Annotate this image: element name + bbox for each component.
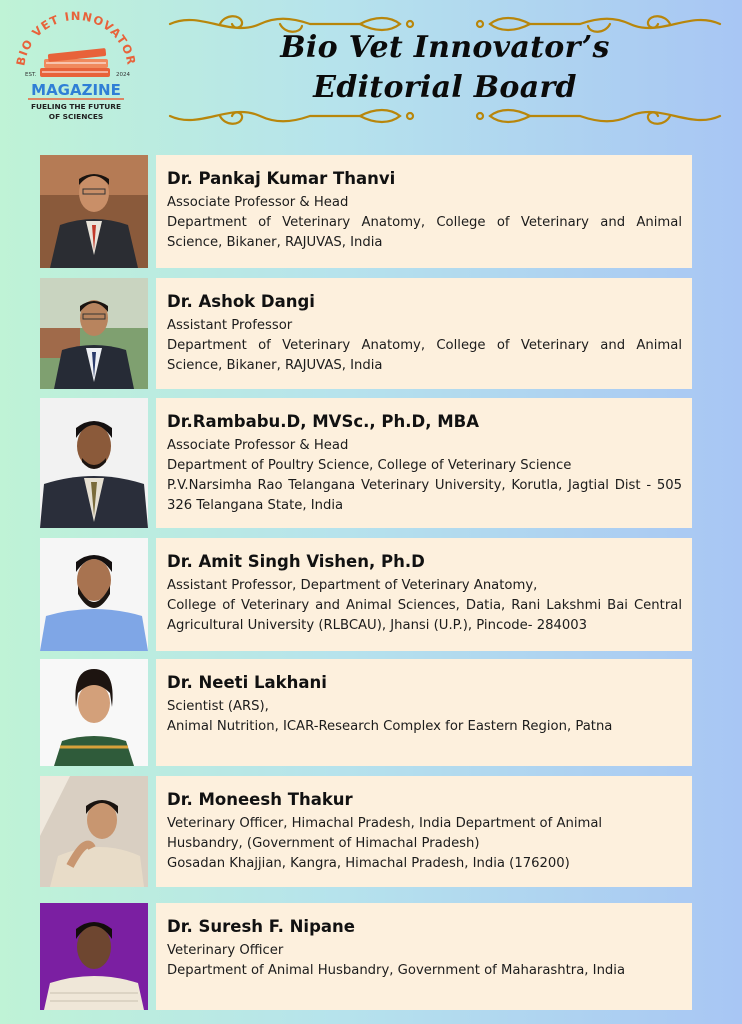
member-photo xyxy=(40,776,148,887)
member-affiliation: Animal Nutrition, ICAR-Research Complex for Eastern Region, Patna xyxy=(167,719,613,734)
page-title-line-2: Editorial Board xyxy=(313,70,577,105)
logo-tagline-2: OF SCIENCES xyxy=(48,112,104,121)
member-info xyxy=(156,776,692,887)
member-role: Assistant Professor xyxy=(167,318,293,333)
member-name: Dr. Neeti Lakhani xyxy=(167,673,327,692)
logo-tagline-1: FUELING THE FUTURE xyxy=(30,102,122,111)
member-affiliation: Department of Veterinary Anatomy, College of Veterinary and Animal Science, Bikaner, RAJUVAS, India xyxy=(167,338,682,373)
member-role: Associate Professor & Head xyxy=(167,195,349,210)
member-name: Dr.Rambabu.D, MVSc., Ph.D, MBA xyxy=(167,412,479,431)
books-icon xyxy=(40,48,110,77)
logo-est: EST. xyxy=(25,72,37,78)
member-affiliation: Department of Veterinary Anatomy, College of Veterinary and Animal Science, Bikaner, RAJUVAS, India xyxy=(167,215,682,250)
member-affiliation: Department of Animal Husbandry, Government of Maharashtra, India xyxy=(167,963,626,978)
logo-year: 2024 xyxy=(116,72,130,78)
logo-magazine-word: MAGAZINE xyxy=(31,81,121,99)
member-info xyxy=(156,398,692,528)
ornament-bottom xyxy=(160,100,730,132)
member-card xyxy=(40,155,692,268)
member-info xyxy=(156,155,692,268)
member-name: Dr. Moneesh Thakur xyxy=(167,790,353,809)
member-name: Dr. Suresh F. Nipane xyxy=(167,917,355,936)
member-name: Dr. Pankaj Kumar Thanvi xyxy=(167,169,396,188)
member-photo xyxy=(40,278,148,389)
logo-arc-text: BIO VET INNOVATOR xyxy=(13,10,139,67)
member-affiliation: College of Veterinary and Animal Sciences, Datia, Rani Lakshmi Bai Central Agricultural University (RLBCAU), Jhansi (U.P.), Pincode- 284003 xyxy=(167,598,682,633)
member-name: Dr. Ashok Dangi xyxy=(167,292,315,311)
member-card xyxy=(40,776,692,887)
member-card xyxy=(40,278,692,389)
member-department: Department of Poultry Science, College of Veterinary Science xyxy=(167,458,572,473)
member-name: Dr. Amit Singh Vishen, Ph.D xyxy=(167,552,425,571)
member-address: Gosadan Khajjian, Kangra, Himachal Pradesh, India (176200) xyxy=(167,856,570,871)
header xyxy=(160,8,740,133)
member-card xyxy=(40,538,692,651)
member-card xyxy=(40,659,692,766)
member-role: Associate Professor & Head xyxy=(167,438,349,453)
member-affiliation: Veterinary Officer, Himachal Pradesh, India Department of Animal Husbandry, (Government of Himachal Pradesh) xyxy=(167,816,603,851)
member-info xyxy=(156,659,692,766)
member-photo xyxy=(40,398,148,528)
magazine-logo xyxy=(12,10,140,128)
member-role: Assistant Professor, Department of Veterinary Anatomy, xyxy=(167,578,538,593)
member-info xyxy=(156,903,692,1010)
member-photo xyxy=(40,659,148,766)
member-info xyxy=(156,538,692,651)
member-photo xyxy=(40,538,148,651)
member-affiliation: P.V.Narsimha Rao Telangana Veterinary University, Korutla, Jagtial Dist - 505 326 Telangana State, India xyxy=(167,478,682,513)
member-card xyxy=(40,903,692,1010)
member-card xyxy=(40,398,692,528)
member-photo xyxy=(40,155,148,268)
member-info xyxy=(156,278,692,389)
member-role: Scientist (ARS), xyxy=(167,699,269,714)
member-photo xyxy=(40,903,148,1010)
member-role: Veterinary Officer xyxy=(167,943,284,958)
page-title-line-1: Bio Vet Innovator’s xyxy=(280,30,610,65)
